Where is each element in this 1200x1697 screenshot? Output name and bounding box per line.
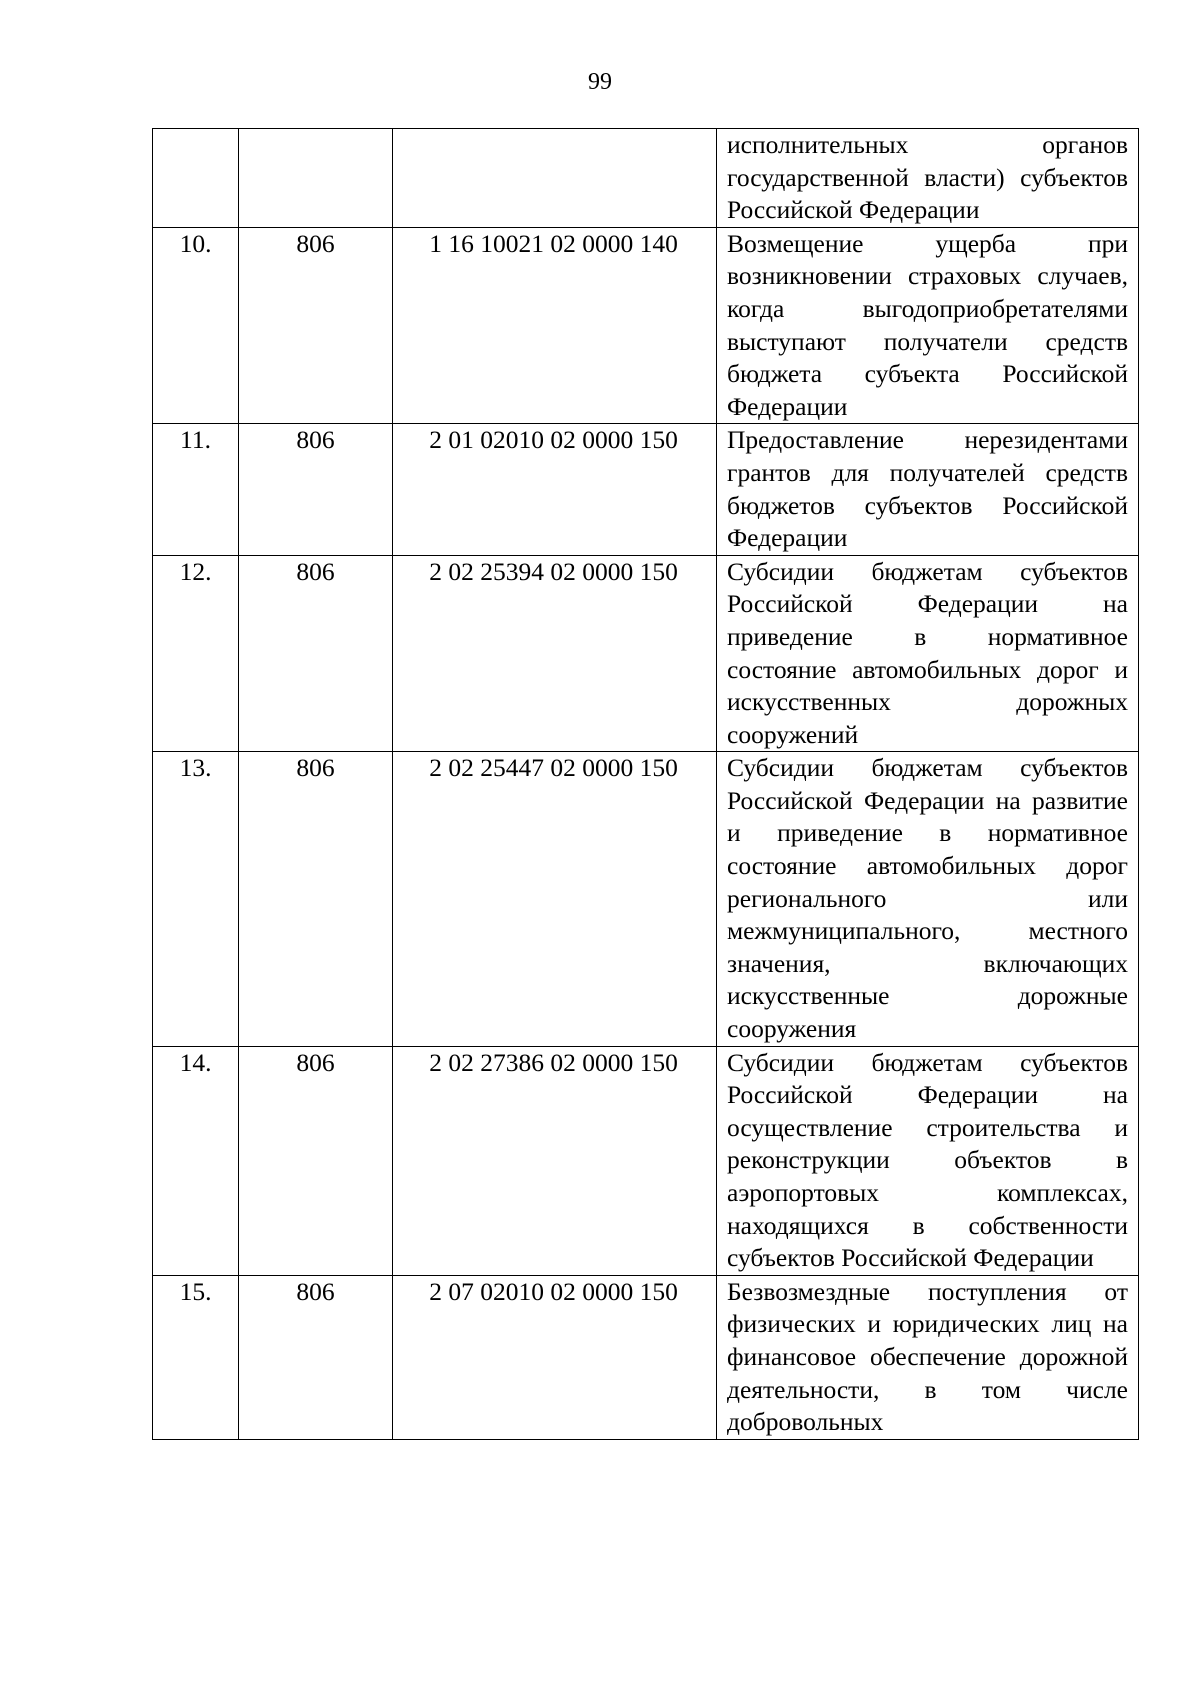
revenue-description [717,1046,1139,1275]
revenue-codes-table [152,128,1139,1440]
revenue-code: 2 07 02010 02 0000 150 [393,1275,717,1439]
revenue-description-text: Субсидии бюджетам субъектов Российской Федерации на приведение в нормативное состояние автомобильных дорог и искусственных дорожных сооружений [727,556,1128,749]
admin-code: 806 [239,555,393,752]
admin-code: 806 [239,227,393,424]
row-number: 13. [153,752,239,1046]
row-number: 14. [153,1046,239,1275]
revenue-description-text: Предоставление нерезидентами грантов для получателей средств бюджетов субъектов Российской Федерации [727,425,1128,553]
revenue-code: 2 02 25447 02 0000 150 [393,752,717,1046]
revenue-code [393,129,717,228]
revenue-code: 2 02 25394 02 0000 150 [393,555,717,752]
admin-code: 806 [239,424,393,555]
admin-code: 806 [239,1046,393,1275]
revenue-description-text: Субсидии бюджетам субъектов Российской Федерации на осуществление строительства и реконструкции объектов в аэропортовых комплексах, находящихся в собственности субъектов Российской Федерации [727,1047,1128,1273]
revenue-description-text: Возмещение ущерба при возникновении страховых случаев, когда выгодоприобретателями выступают получатели средств бюджета субъекта Российской Федерации [727,228,1128,421]
revenue-description [717,555,1139,752]
row-number: 15. [153,1275,239,1439]
admin-code: 806 [239,1275,393,1439]
revenue-description [717,752,1139,1046]
revenue-description-text: Безвозмездные поступления от физических и юридических лиц на финансовое обеспечение дорожной деятельности, в том числе добровольных [727,1276,1128,1437]
page-number: 99 [588,69,612,95]
row-number [153,129,239,228]
revenue-description [717,227,1139,424]
table-row [153,1275,1139,1439]
row-number: 12. [153,555,239,752]
table-row [153,1046,1139,1275]
revenue-description [717,424,1139,555]
revenue-code: 2 01 02010 02 0000 150 [393,424,717,555]
table-row [153,555,1139,752]
table-row [153,129,1139,228]
table-row [153,227,1139,424]
row-number: 10. [153,227,239,424]
revenue-description [717,129,1139,228]
table-row [153,752,1139,1046]
revenue-code: 2 02 27386 02 0000 150 [393,1046,717,1275]
revenue-description-text: Субсидии бюджетам субъектов Российской Федерации на развитие и приведение в нормативное состояние автомобильных дорог регионального или межмуниципального, местного значения, включающих искусственные дорожные сооружения [727,753,1128,1044]
table-row [153,424,1139,555]
revenue-description-text: исполнительных органов государственной власти) субъектов Российской Федерации [727,130,1128,225]
admin-code [239,129,393,228]
revenue-code: 1 16 10021 02 0000 140 [393,227,717,424]
revenue-description [717,1275,1139,1439]
admin-code: 806 [239,752,393,1046]
row-number: 11. [153,424,239,555]
